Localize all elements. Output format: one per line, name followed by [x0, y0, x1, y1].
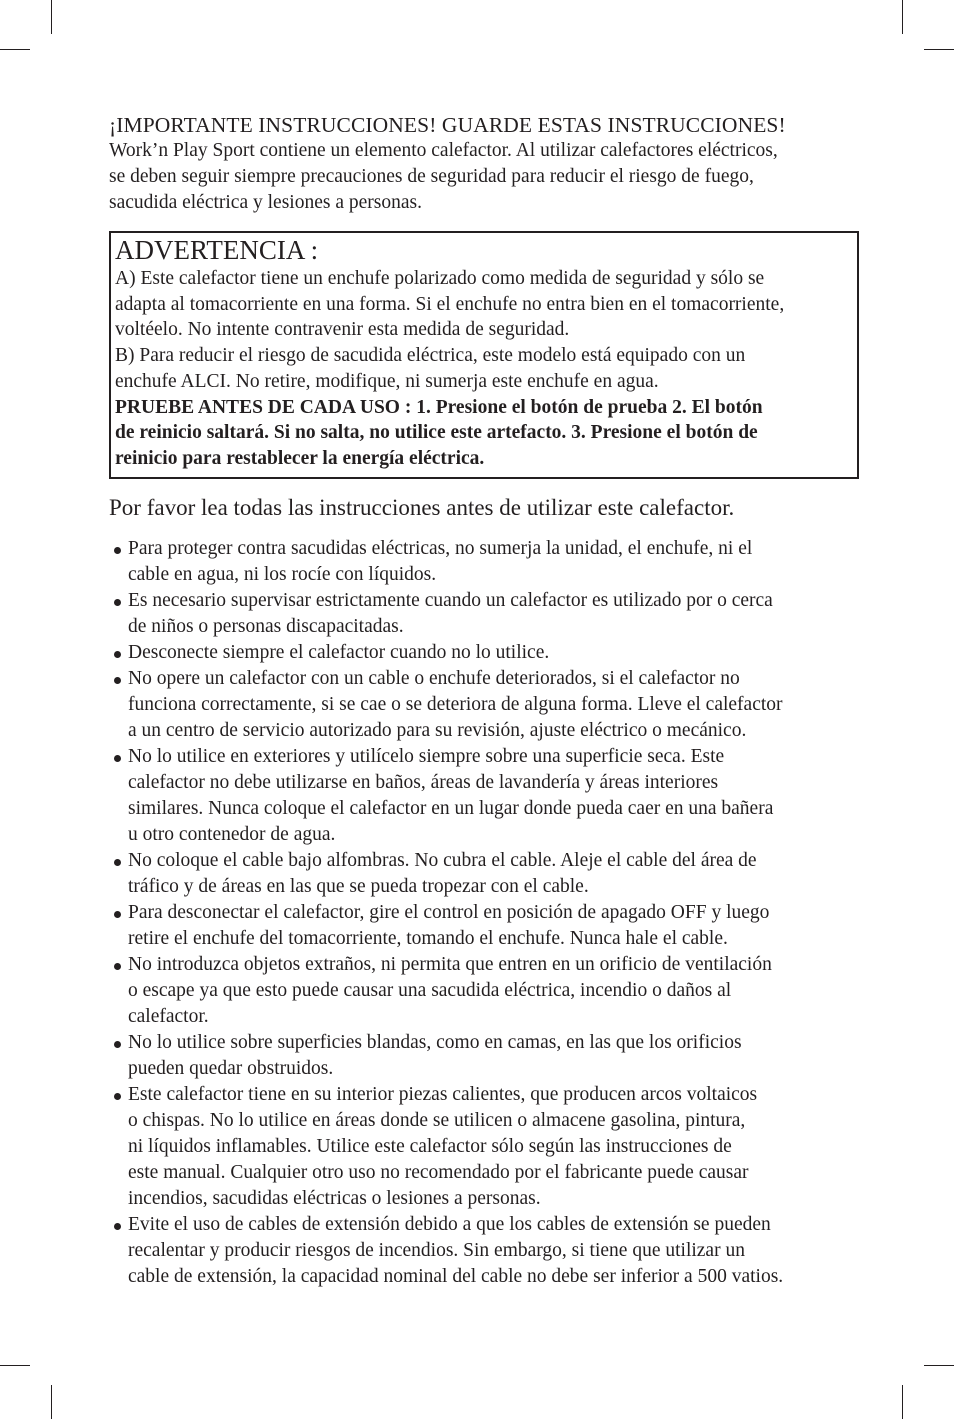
crop-mark — [902, 0, 903, 34]
list-item — [109, 640, 857, 666]
document-body — [109, 112, 857, 1290]
crop-mark — [0, 49, 30, 50]
list-item-line: recalentar y producir riesgos de incendios. Sin embargo, si tiene que utilizar un — [128, 1239, 745, 1261]
bullet-icon — [114, 1223, 121, 1230]
list-item-line: No opere un calefactor con un cable o enchufe deteriorados, si el calefactor no — [128, 667, 740, 689]
list-item-line: cable en agua, ni los rocíe con líquidos. — [128, 563, 437, 585]
warning-test-line: reinicio para restablecer la energía eléctrica. — [115, 447, 485, 469]
list-item — [109, 744, 857, 848]
list-item — [109, 588, 857, 640]
crop-mark — [0, 1365, 30, 1366]
list-item-line: Evite el uso de cables de extensión debido a que los cables de extensión se pueden — [128, 1213, 771, 1235]
crop-mark — [902, 1385, 903, 1419]
list-item-line: No coloque el cable bajo alfombras. No cubra el cable. Aleje el cable del área de — [128, 849, 757, 871]
list-item — [109, 848, 857, 900]
list-item-line: calefactor no debe utilizarse en baños, áreas de lavandería y áreas interiores — [128, 771, 719, 793]
warning-test-line: de reinicio saltará. Si no salta, no utilice este artefacto. 3. Presione el botón de — [115, 422, 758, 444]
list-item-line: o escape ya que esto puede causar una sacudida eléctrica, incendio o daños al — [128, 979, 732, 1001]
crop-mark — [51, 1385, 52, 1419]
list-item-line: Es necesario supervisar estrictamente cuando un calefactor es utilizado por o cerca — [128, 589, 773, 611]
list-item-line: Para proteger contra sacudidas eléctricas, no sumerja la unidad, el enchufe, ni el — [128, 537, 753, 559]
intro-line: Work’n Play Sport contiene un elemento calefactor. Al utilizar calefactores eléctricos, — [109, 140, 778, 161]
list-item-line: Para desconectar el calefactor, gire el control en posición de apagado OFF y luego — [128, 901, 770, 923]
list-item-line: Este calefactor tiene en su interior piezas calientes, que producen arcos voltaicos — [128, 1083, 758, 1105]
bullet-icon — [114, 677, 121, 684]
list-item-line: No lo utilice sobre superficies blandas, como en camas, en las que los orificios — [128, 1031, 742, 1053]
bullet-icon — [114, 911, 121, 918]
intro-line: se deben seguir siempre precauciones de seguridad para reducir el riesgo de fuego, — [109, 166, 754, 187]
bullet-icon — [114, 547, 121, 554]
list-item-line: funciona correctamente, si se cae o se deteriora de alguna forma. Lleve el calefactor — [128, 693, 783, 715]
bullet-icon — [114, 1041, 121, 1048]
list-item-line: o chispas. No lo utilice en áreas donde se utilicen o almacene gasolina, pintura, — [128, 1109, 746, 1131]
warning-line: voltéelo. No intente contravenir esta medida de seguridad. — [115, 319, 570, 341]
warning-title: ADVERTENCIA : — [115, 235, 319, 265]
list-item-line: este manual. Cualquier otro uso no recomendado por el fabricante puede causar — [128, 1161, 749, 1183]
bullet-icon — [114, 599, 121, 606]
crop-mark — [924, 49, 954, 50]
list-item — [109, 536, 857, 588]
warning-line: adapta al tomacorriente en una forma. Si el enchufe no entra bien en el tomacorriente, — [115, 293, 785, 315]
page-heading: ¡IMPORTANTE INSTRUCCIONES! GUARDE ESTAS INSTRUCCIONES! — [109, 113, 786, 137]
intro-line: sacudida eléctrica y lesiones a personas. — [109, 192, 422, 213]
warning-box — [109, 231, 859, 479]
intro-paragraph — [109, 138, 857, 216]
bullet-icon — [114, 963, 121, 970]
warning-test-line: PRUEBE ANTES DE CADA USO : 1. Presione el botón de prueba 2. El botón — [115, 396, 763, 418]
list-item-line: retire el enchufe del tomacorriente, tomando el enchufe. Nunca hale el cable. — [128, 927, 728, 949]
list-item — [109, 666, 857, 744]
safety-list — [109, 536, 857, 1290]
list-item-line: pueden quedar obstruidos. — [128, 1057, 334, 1079]
list-item-line: No lo utilice en exteriores y utilícelo siempre sobre una superficie seca. Este — [128, 745, 725, 767]
warning-line: B) Para reducir el riesgo de sacudida eléctrica, este modelo está equipado con un — [115, 345, 746, 367]
list-item-line: a un centro de servicio autorizado para su revisión, ajuste eléctrico o mecánico. — [128, 719, 747, 741]
bullet-icon — [114, 755, 121, 762]
read-instructions-notice: Por favor lea todas las instrucciones antes de utilizar este calefactor. — [109, 494, 735, 520]
list-item-line: ni líquidos inflamables. Utilice este calefactor sólo según las instrucciones de — [128, 1135, 732, 1157]
list-item-line: calefactor. — [128, 1005, 209, 1027]
crop-mark — [51, 0, 52, 34]
bullet-icon — [114, 1093, 121, 1100]
list-item — [109, 1082, 857, 1212]
list-item — [109, 1030, 857, 1082]
list-item-line: No introduzca objetos extraños, ni permita que entren en un orificio de ventilación — [128, 953, 772, 975]
list-item-line: cable de extensión, la capacidad nominal del cable no debe ser inferior a 500 vatios. — [128, 1265, 784, 1287]
bullet-icon — [114, 859, 121, 866]
list-item-line: incendios, sacudidas eléctricas o lesiones a personas. — [128, 1187, 541, 1209]
warning-line: enchufe ALCI. No retire, modifique, ni sumerja este enchufe en agua. — [115, 370, 659, 392]
list-item — [109, 900, 857, 952]
list-item-line: Desconecte siempre el calefactor cuando no lo utilice. — [128, 641, 550, 663]
list-item-line: tráfico y de áreas en las que se pueda tropezar con el cable. — [128, 875, 589, 897]
crop-mark — [924, 1365, 954, 1366]
list-item-line: u otro contenedor de agua. — [128, 823, 336, 845]
list-item-line: de niños o personas discapacitadas. — [128, 615, 404, 637]
list-item — [109, 1212, 857, 1290]
bullet-icon — [114, 651, 121, 658]
list-item-line: similares. Nunca coloque el calefactor en un lugar donde pueda caer en una bañera — [128, 797, 774, 819]
list-item — [109, 952, 857, 1030]
warning-line: A) Este calefactor tiene un enchufe polarizado como medida de seguridad y sólo se — [115, 268, 765, 289]
